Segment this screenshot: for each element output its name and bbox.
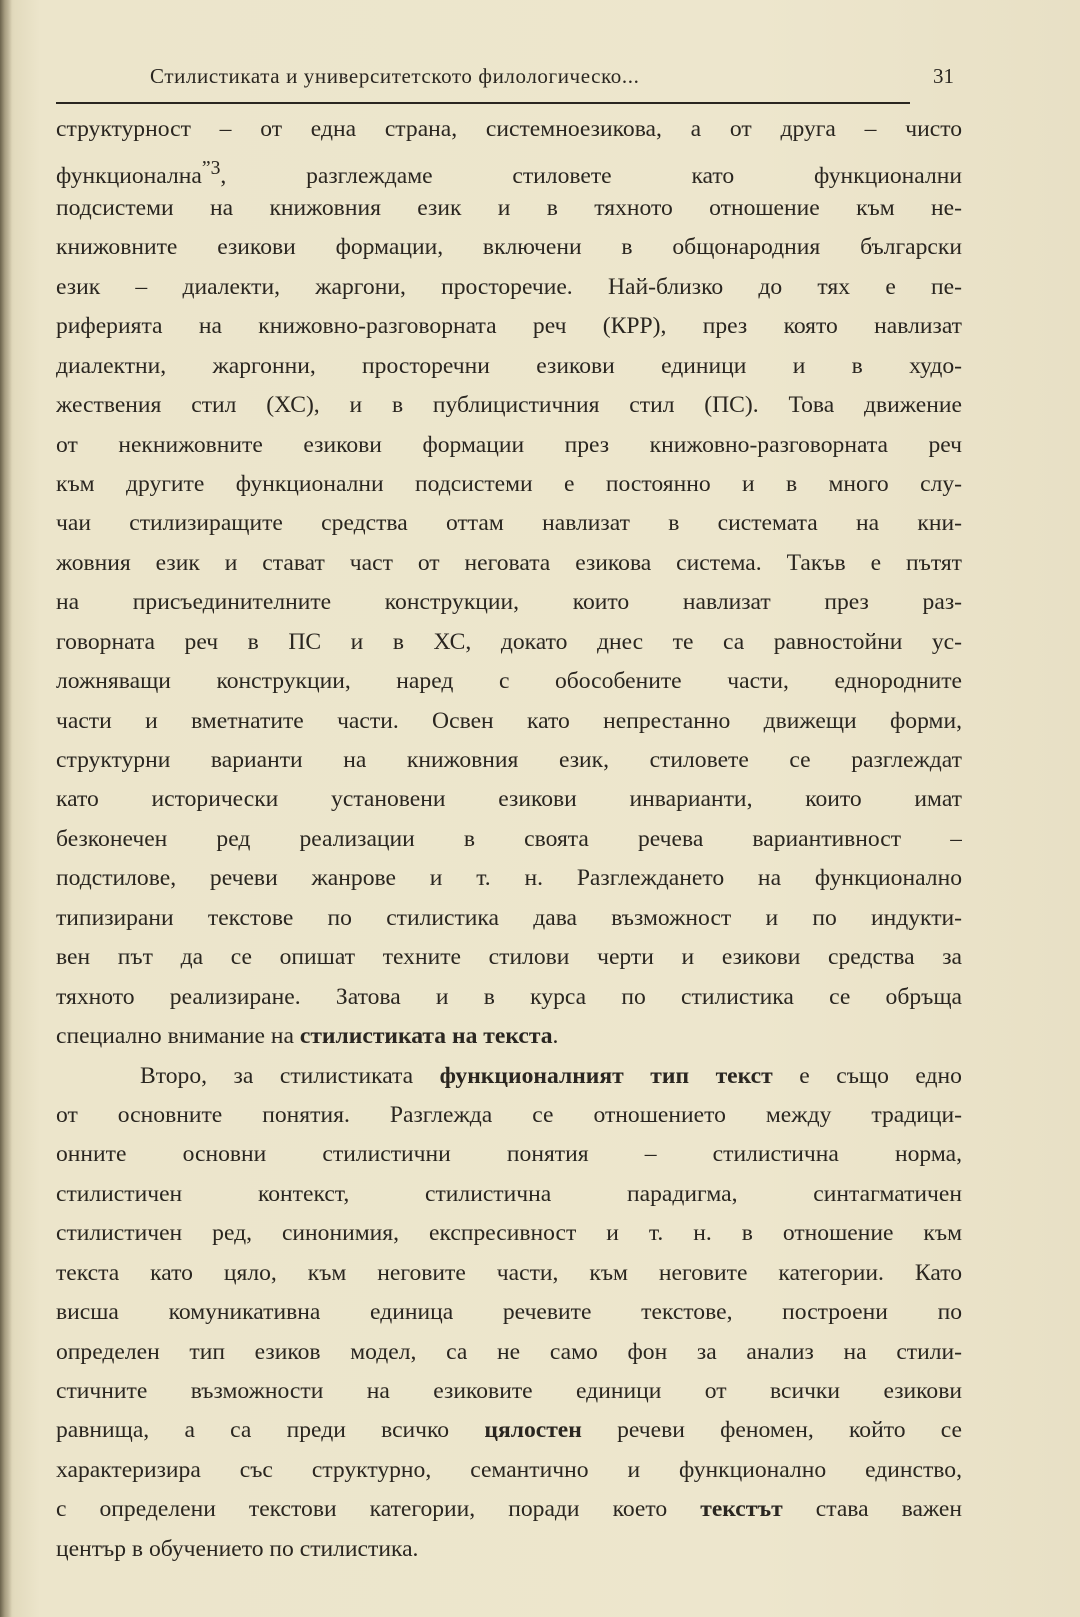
text-line: подсистеми на книжовния език и в тяхното отношение към не-	[56, 194, 962, 221]
bold-term: функционалният тип текст	[439, 1062, 773, 1089]
text-fragment: с определени текстови категории, поради което	[56, 1496, 701, 1523]
text-line: на присъединителните конструкции, които навлизат през раз-	[56, 589, 962, 616]
text-line: структурни варианти на книжовния език, стиловете се разглеждат	[56, 747, 962, 773]
text-line: онните основни стилистични понятия – стилистична норма,	[56, 1141, 962, 1168]
text-line: стилистичен ред, синонимия, експресивност и т. н. в отношение към	[56, 1220, 962, 1247]
text-line-last	[56, 1017, 962, 1056]
text-line: от основните понятия. Разглежда се отношението между традици-	[56, 1101, 962, 1128]
text-line: език – диалекти, жаргони, просторечие. Най-близко до тях е пе-	[56, 273, 962, 300]
bold-term: текстът	[700, 1496, 783, 1523]
text-fragment: е също едно	[772, 1062, 962, 1089]
text-line: структурност – от една страна, системноезикова, а от друга – чисто	[56, 116, 962, 142]
running-head	[56, 62, 954, 104]
text-line: стилистичен контекст, стилистична парадигма, синтагматичен	[56, 1180, 962, 1207]
text-fragment: функционална	[56, 163, 202, 189]
text-line: безконечен ред реализации в своята речева вариантивност –	[56, 825, 962, 852]
footnote-mark: ”3	[201, 157, 221, 180]
paragraph-1	[56, 110, 962, 1057]
text-line: висша комуникативна единица речевите текстове, построени по	[56, 1299, 962, 1326]
text-line: говорната реч в ПС и в ХС, докато днес те са равностойни ус-	[56, 628, 962, 655]
text-line	[56, 1490, 962, 1529]
text-line: подстилове, речеви жанрове и т. н. Разглеждането на функционално	[56, 865, 962, 892]
paragraph-2	[56, 1057, 962, 1570]
text-line: вен път да се опишат техните стилови черти и езикови средства за	[56, 944, 962, 971]
text-fragment: става важен	[782, 1496, 962, 1523]
text-line: от некнижовните езикови формации през книжовно-разговорната реч	[56, 431, 962, 458]
text-line: текста като цяло, към неговите части, към неговите категории. Като	[56, 1259, 962, 1286]
text-line: диалектни, жаргонни, просторечни езикови единици и в худо-	[56, 352, 962, 379]
bold-term: стилистиката на текста	[299, 1023, 553, 1050]
text-line-first	[56, 1057, 962, 1096]
text-line: тяхното реализиране. Затова и в курса по стилистика се обръща	[56, 983, 962, 1010]
text-fragment: Второ, за стилистиката	[140, 1062, 440, 1089]
text-line: книжовните езикови формации, включени в общонародния български	[56, 234, 962, 261]
page-number: 31	[933, 64, 954, 88]
text-line: стичните възможности на езиковите единици от всички езикови	[56, 1378, 962, 1404]
text-line: ложняващи конструкции, наред с обособените части, еднородните	[56, 668, 962, 695]
text-line: части и вметнатите части. Освен като непрестанно движещи форми,	[56, 707, 962, 734]
text-line: определен тип езиков модел, са не само фон за анализ на стили-	[56, 1338, 962, 1365]
text-line: чаи стилизиращите средства оттам навлизат в системата на кни-	[56, 510, 962, 537]
text-fragment: равнища, а са преди всичко	[56, 1417, 485, 1444]
running-title: Стилистиката и университетското филологическо...	[150, 64, 640, 88]
binding-shadow	[0, 0, 12, 1617]
bold-term: цялостен	[484, 1417, 582, 1444]
text-fragment: специално внимание на	[56, 1023, 300, 1050]
text-fragment: .	[552, 1023, 559, 1050]
text-fragment: речеви феномен, който се	[581, 1417, 962, 1444]
body-text	[56, 110, 962, 1569]
text-line: жествения стил (ХС), и в публицистичния стил (ПС). Това движение	[56, 392, 962, 419]
text-line-last: център в обучението по стилистика.	[56, 1535, 419, 1562]
text-line: жовния език и стават част от неговата езикова система. Такъв е пътят	[56, 549, 962, 576]
text-line: типизирани текстове по стилистика дава възможност и по индукти-	[56, 904, 962, 931]
text-line: към другите функционални подсистеми е постоянно и в много слу-	[56, 470, 962, 497]
text-line-with-footnote	[56, 149, 962, 188]
text-line	[56, 1411, 962, 1450]
text-line: характеризира със структурно, семантично и функционално единство,	[56, 1456, 962, 1483]
text-line: риферията на книжовно-разговорната реч (КРР), през която навлизат	[56, 313, 962, 340]
text-line: като исторически установени езикови инварианти, които имат	[56, 786, 962, 813]
text-fragment: , разглеждаме стиловете като функционални	[220, 163, 962, 189]
